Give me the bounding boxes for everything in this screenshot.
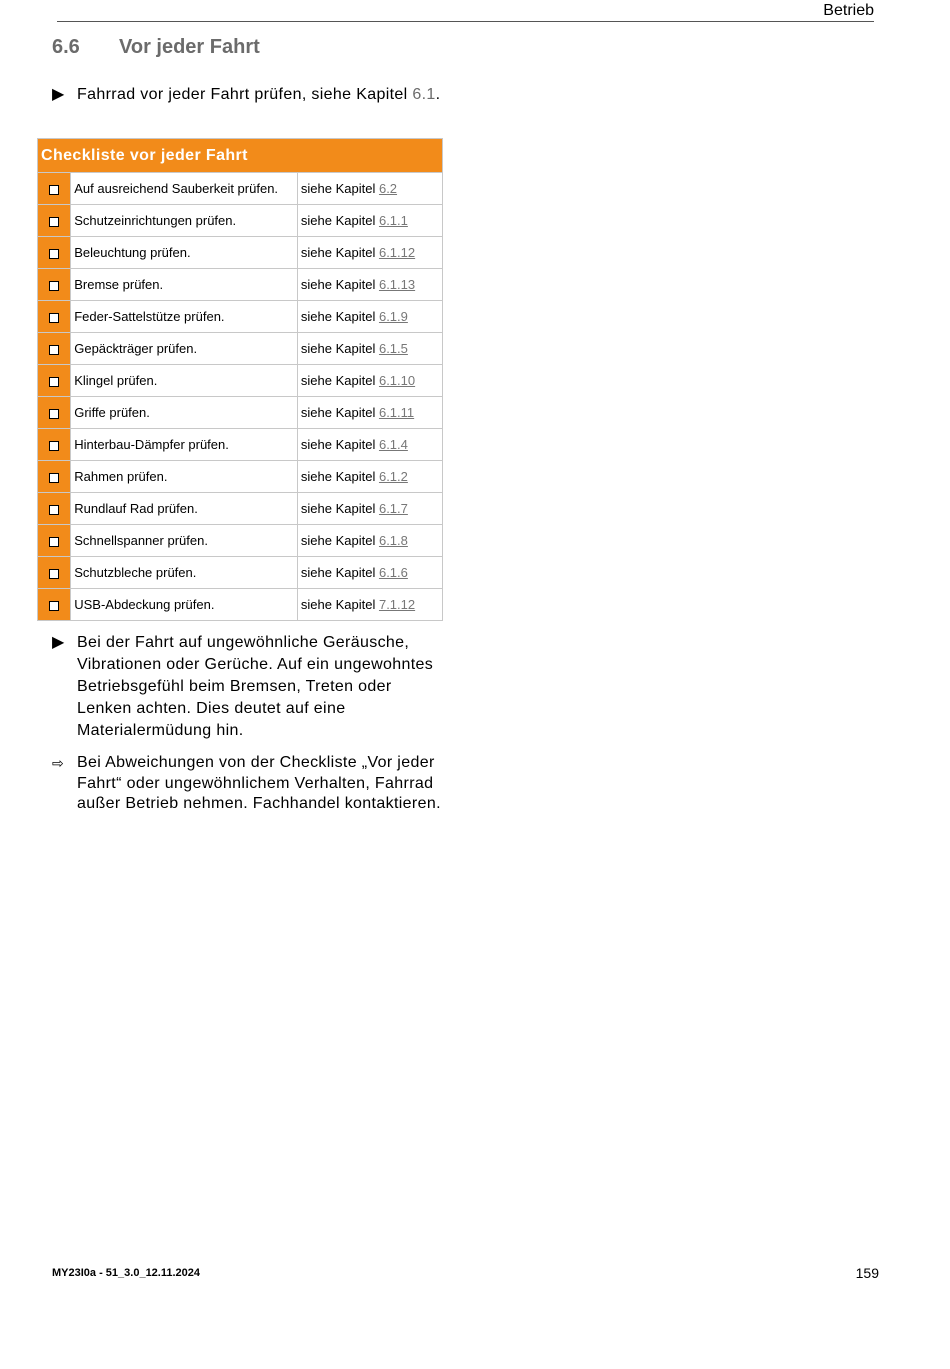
- reference-prefix: siehe Kapitel: [300, 245, 379, 260]
- header-rule: [57, 21, 874, 22]
- checklist-task: Beleuchtung prüfen.: [71, 237, 298, 269]
- checkbox-icon[interactable]: [49, 409, 59, 419]
- checklist-row: [38, 589, 443, 621]
- checkbox-cell: [38, 525, 71, 557]
- checklist-row: [38, 365, 443, 397]
- checklist-reference: [297, 493, 442, 525]
- result-step: [52, 753, 442, 815]
- section-heading: [52, 36, 260, 59]
- checklist-reference: [297, 205, 442, 237]
- footer-page-number: 159: [855, 1265, 879, 1281]
- checklist-reference: [297, 589, 442, 621]
- checkbox-cell: [38, 365, 71, 397]
- chapter-link[interactable]: 6.2: [378, 181, 398, 196]
- checkbox-icon[interactable]: [49, 313, 59, 323]
- checkbox-cell: [38, 589, 71, 621]
- checkbox-cell: [38, 397, 71, 429]
- intro-step-suffix: .: [435, 86, 441, 103]
- intro-step-ref-link[interactable]: 6.1: [412, 86, 436, 103]
- reference-prefix: siehe Kapitel: [300, 565, 379, 580]
- reference-prefix: siehe Kapitel: [300, 469, 379, 484]
- checklist-row: [38, 429, 443, 461]
- chapter-link[interactable]: 6.1.5: [378, 341, 408, 356]
- chapter-link[interactable]: 6.1.1: [378, 213, 408, 228]
- chapter-link[interactable]: 6.1.2: [378, 469, 408, 484]
- checklist-row: [38, 205, 443, 237]
- reference-prefix: siehe Kapitel: [300, 341, 379, 356]
- reference-prefix: siehe Kapitel: [300, 309, 379, 324]
- checkbox-cell: [38, 493, 71, 525]
- checkbox-icon[interactable]: [49, 505, 59, 515]
- intro-step-text: [77, 84, 442, 106]
- checklist-task: USB-Abdeckung prüfen.: [71, 589, 298, 621]
- checkbox-icon[interactable]: [49, 217, 59, 227]
- reference-prefix: siehe Kapitel: [300, 501, 379, 516]
- checkbox-cell: [38, 301, 71, 333]
- checklist-row: [38, 557, 443, 589]
- chapter-link[interactable]: 6.1.13: [378, 277, 416, 292]
- checklist-reference: [297, 365, 442, 397]
- chapter-link[interactable]: 6.1.12: [378, 245, 416, 260]
- checkbox-icon[interactable]: [49, 281, 59, 291]
- triangle-bullet-icon: ▶: [52, 634, 65, 651]
- ride-step: [52, 632, 442, 742]
- checklist-task: Gepäckträger prüfen.: [71, 333, 298, 365]
- checkbox-icon[interactable]: [49, 537, 59, 547]
- checklist-reference: [297, 461, 442, 493]
- chapter-link[interactable]: 6.1.8: [378, 533, 408, 548]
- checklist-row: [38, 237, 443, 269]
- reference-prefix: siehe Kapitel: [300, 437, 379, 452]
- checklist-reference: [297, 173, 442, 205]
- ride-step-text: Bei der Fahrt auf ungewöhnliche Geräusche, Vibrationen oder Gerüche. Auf ein ungewohntes Betriebsgefühl beim Bremsen, Treten oder Lenken achten. Dies deutet auf eine Materialermüdung hin.: [77, 634, 434, 739]
- checklist-task: Griffe prüfen.: [71, 397, 298, 429]
- checklist-reference: [297, 301, 442, 333]
- checklist-row: [38, 333, 443, 365]
- result-arrow-icon: ⇨: [52, 755, 65, 771]
- checklist-task: Bremse prüfen.: [71, 269, 298, 301]
- checkbox-icon[interactable]: [49, 601, 59, 611]
- checkbox-cell: [38, 333, 71, 365]
- chapter-link[interactable]: 6.1.11: [378, 405, 415, 420]
- checklist-body: [38, 173, 443, 621]
- chapter-link[interactable]: 6.1.4: [378, 437, 408, 452]
- chapter-link[interactable]: 6.1.7: [378, 501, 408, 516]
- chapter-link[interactable]: 7.1.12: [378, 597, 416, 612]
- checklist-row: [38, 525, 443, 557]
- checklist-reference: [297, 525, 442, 557]
- section-number: 6.6: [52, 36, 80, 58]
- checkbox-icon[interactable]: [49, 473, 59, 483]
- header-section-label: Betrieb: [823, 2, 874, 19]
- checklist-task: Hinterbau-Dämpfer prüfen.: [71, 429, 298, 461]
- checklist-task: Feder-Sattelstütze prüfen.: [71, 301, 298, 333]
- checkbox-icon[interactable]: [49, 249, 59, 259]
- checklist-reference: [297, 397, 442, 429]
- footer-document-id: MY23I0a - 51_3.0_12.11.2024: [52, 1267, 201, 1279]
- checklist-row: [38, 269, 443, 301]
- reference-prefix: siehe Kapitel: [300, 213, 379, 228]
- checkbox-cell: [38, 461, 71, 493]
- reference-prefix: siehe Kapitel: [300, 373, 379, 388]
- checklist-task: Rahmen prüfen.: [71, 461, 298, 493]
- triangle-bullet-icon: ▶: [52, 86, 65, 103]
- checklist-row: [38, 461, 443, 493]
- checklist-row: [38, 301, 443, 333]
- checkbox-icon[interactable]: [49, 377, 59, 387]
- checklist-row: [38, 173, 443, 205]
- checklist-table: [37, 138, 443, 621]
- reference-prefix: siehe Kapitel: [300, 405, 379, 420]
- checkbox-icon[interactable]: [49, 569, 59, 579]
- checklist-title: Checkliste vor jeder Fahrt: [38, 139, 443, 173]
- checklist-reference: [297, 333, 442, 365]
- checkbox-icon[interactable]: [49, 441, 59, 451]
- reference-prefix: siehe Kapitel: [300, 597, 379, 612]
- checklist-task: Schutzeinrichtungen prüfen.: [71, 205, 298, 237]
- checklist-task: Rundlauf Rad prüfen.: [71, 493, 298, 525]
- checkbox-icon[interactable]: [49, 185, 59, 195]
- result-step-text: Bei Abweichungen von der Checkliste „Vor jeder Fahrt“ oder ungewöhnlichem Verhalten, Fahrrad außer Betrieb nehmen. Fachhandel kontaktieren.: [77, 754, 441, 812]
- checkbox-cell: [38, 237, 71, 269]
- intro-step: [52, 84, 442, 106]
- checklist-reference: [297, 557, 442, 589]
- chapter-link[interactable]: 6.1.9: [378, 309, 408, 324]
- section-title: Vor jeder Fahrt: [119, 36, 260, 58]
- checklist-task: Auf ausreichend Sauberkeit prüfen.: [71, 173, 298, 205]
- checklist-task: Klingel prüfen.: [71, 365, 298, 397]
- checkbox-cell: [38, 557, 71, 589]
- checklist-task: Schnellspanner prüfen.: [71, 525, 298, 557]
- checklist-reference: [297, 269, 442, 301]
- checkbox-cell: [38, 429, 71, 461]
- checklist-reference: [297, 237, 442, 269]
- checklist-row: [38, 493, 443, 525]
- checklist-row: [38, 397, 443, 429]
- checklist-task: Schutzbleche prüfen.: [71, 557, 298, 589]
- intro-step-body: Fahrrad vor jeder Fahrt prüfen, siehe Kapitel: [77, 86, 413, 103]
- reference-prefix: siehe Kapitel: [300, 181, 379, 196]
- reference-prefix: siehe Kapitel: [300, 277, 379, 292]
- checkbox-cell: [38, 173, 71, 205]
- checkbox-cell: [38, 269, 71, 301]
- checkbox-icon[interactable]: [49, 345, 59, 355]
- checkbox-cell: [38, 205, 71, 237]
- reference-prefix: siehe Kapitel: [300, 533, 379, 548]
- chapter-link[interactable]: 6.1.10: [378, 373, 416, 388]
- chapter-link[interactable]: 6.1.6: [378, 565, 408, 580]
- checklist-reference: [297, 429, 442, 461]
